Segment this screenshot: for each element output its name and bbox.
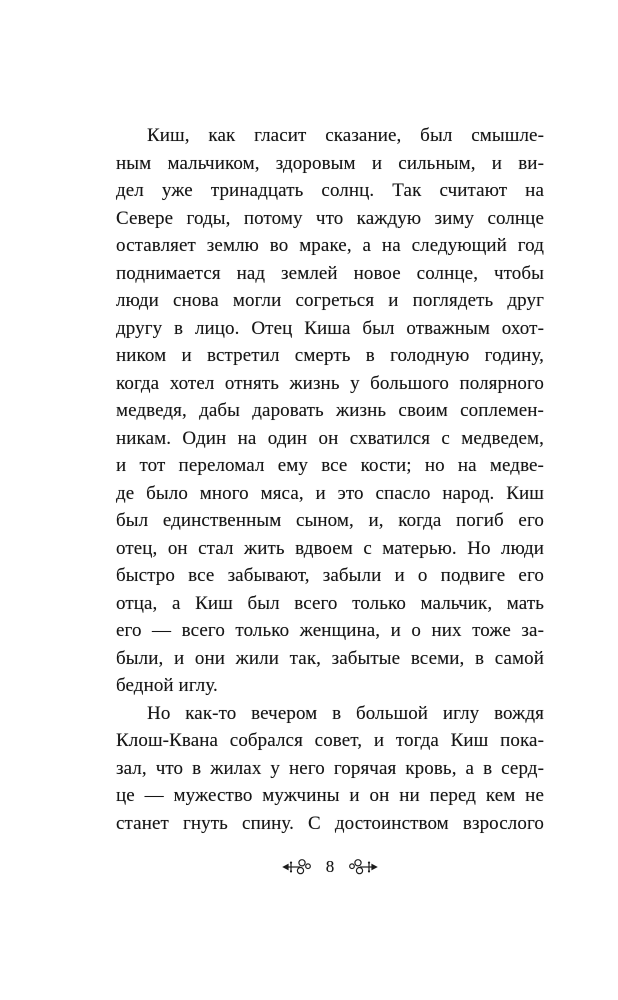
text-line: медведя, дабы даровать жизнь своим соплемен- — [116, 400, 544, 421]
fleuron-right-icon — [349, 858, 378, 875]
text-line: Севере годы, потому что каждую зиму солнце — [116, 207, 544, 229]
text-line: отец, он стал жить вдвоем с матерью. Но люди — [116, 537, 544, 559]
text-line: зал, что в жилах у него горячая кровь, а в серд- — [116, 757, 544, 779]
page-number: 8 — [325, 857, 335, 876]
text-line: ным мальчиком, здоровым и сильным, и ви- — [116, 152, 544, 174]
text-line: станет гнуть спину. С достоинством взрослого — [116, 812, 544, 834]
text-line: бедной иглу. — [116, 675, 218, 696]
text-line: другу в лицо. Отец Киша был отважным охот- — [116, 317, 544, 339]
text-line: Но как-то вечером в большой иглу вождя — [147, 702, 544, 724]
text-line: ником и встретил смерть в голодную годину, — [116, 345, 544, 366]
text-line: быстро все забывают, забыли и о подвиге его — [116, 565, 544, 586]
text-line: це — мужество мужчины и он ни перед кем не — [116, 785, 544, 806]
text-line: дел уже тринадцать солнц. Так считают на — [116, 180, 544, 201]
text-line: были, и они жили так, забытые всеми, в самой — [116, 647, 544, 669]
text-line: оставляет землю во мраке, а на следующий год — [116, 235, 544, 256]
text-block — [116, 122, 544, 837]
text-line: люди снова могли согреться и поглядеть друг — [116, 290, 544, 311]
text-line: поднимается над землей новое солнце, чтобы — [116, 262, 544, 284]
text-line: его — всего только женщина, и о них тоже за- — [116, 620, 544, 641]
text-line: Киш, как гласит сказание, был смышле- — [147, 125, 544, 146]
text-line: де было много мяса, и это спасло народ. Киш — [116, 482, 544, 504]
text-line: был единственным сыном, и, когда погиб его — [116, 510, 544, 531]
text-line: Клош-Квана собрался совет, и тогда Киш пока- — [116, 730, 544, 751]
text-line: и тот переломал ему все кости; но на медве- — [116, 455, 544, 476]
text-line: отца, а Киш был всего только мальчик, мать — [116, 592, 544, 614]
page-footer — [116, 858, 544, 875]
fleuron-left-icon — [282, 858, 311, 875]
text-line: никам. Один на один он схватился с медведем, — [116, 427, 544, 449]
text-line: когда хотел отнять жизнь у большого полярного — [116, 372, 544, 394]
